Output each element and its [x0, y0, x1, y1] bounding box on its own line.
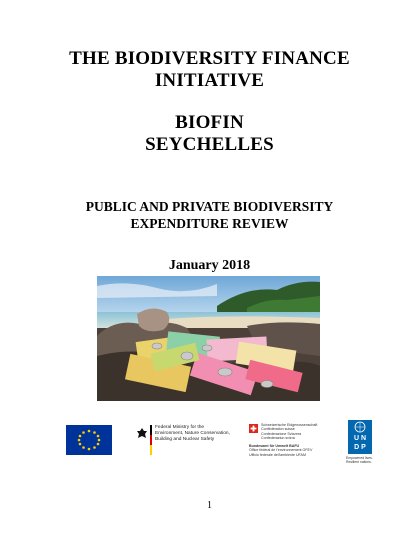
page-number: 1: [207, 500, 212, 511]
german-flag-stripe: [150, 425, 152, 455]
subtitle-line-2: EXPENDITURE REVIEW: [130, 216, 289, 231]
subtitle-line-1: PUBLIC AND PRIVATE BIODIVERSITY: [85, 199, 334, 214]
swiss-text-line-4: Confederaziun svizra: [261, 436, 295, 441]
bmu-text-line-2: Environment, Nature Conservation,: [155, 431, 230, 436]
german-eagle-icon: [136, 427, 148, 443]
title-line-1: THE BIODIVERSITY FINANCE: [69, 48, 350, 69]
cover-photo: [97, 276, 320, 401]
swiss-text-line-7: Ufficio federale dell'ambiente UFAM: [249, 452, 306, 457]
swiss-text-line-2: Confédération suisse: [261, 427, 295, 432]
eu-flag-icon: [66, 425, 112, 455]
undp-letters-bottom: D P: [354, 444, 366, 451]
swiss-text-line-6: Office fédéral de l'environnement OFEV: [249, 448, 313, 453]
undp-letters-top: U N: [353, 435, 367, 442]
report-date: January 2018: [168, 258, 251, 273]
beach-banknotes-image: [97, 276, 320, 401]
swiss-text-line-5: Bundesamt für Umwelt BAFU: [249, 444, 300, 448]
bmu-text-line-3: Building and Nuclear Safety: [155, 437, 215, 442]
undp-tagline-2: Resilient nations.: [346, 460, 372, 465]
swiss-cross-icon: [249, 424, 258, 433]
title-line-2: INITIATIVE: [154, 70, 265, 91]
undp-tagline-1: Empowered lives.: [346, 456, 373, 460]
swiss-bafu-logo: [249, 423, 333, 463]
swiss-text-line-3: Confederazione Svizzera: [261, 431, 302, 436]
swiss-text-line-1: Schweizerische Eidgenossenschaft: [261, 423, 318, 427]
title-line-3: BIOFIN: [175, 112, 244, 133]
undp-logo: [346, 420, 376, 468]
title-line-4: SEYCHELLES: [145, 134, 274, 155]
eu-flag-logo: [66, 425, 112, 455]
bmu-text-line-1: Federal Ministry for the: [155, 425, 205, 430]
un-emblem-icon: [348, 420, 372, 434]
undp-logo-icon: [348, 420, 372, 454]
bmu-logo: [136, 425, 236, 459]
